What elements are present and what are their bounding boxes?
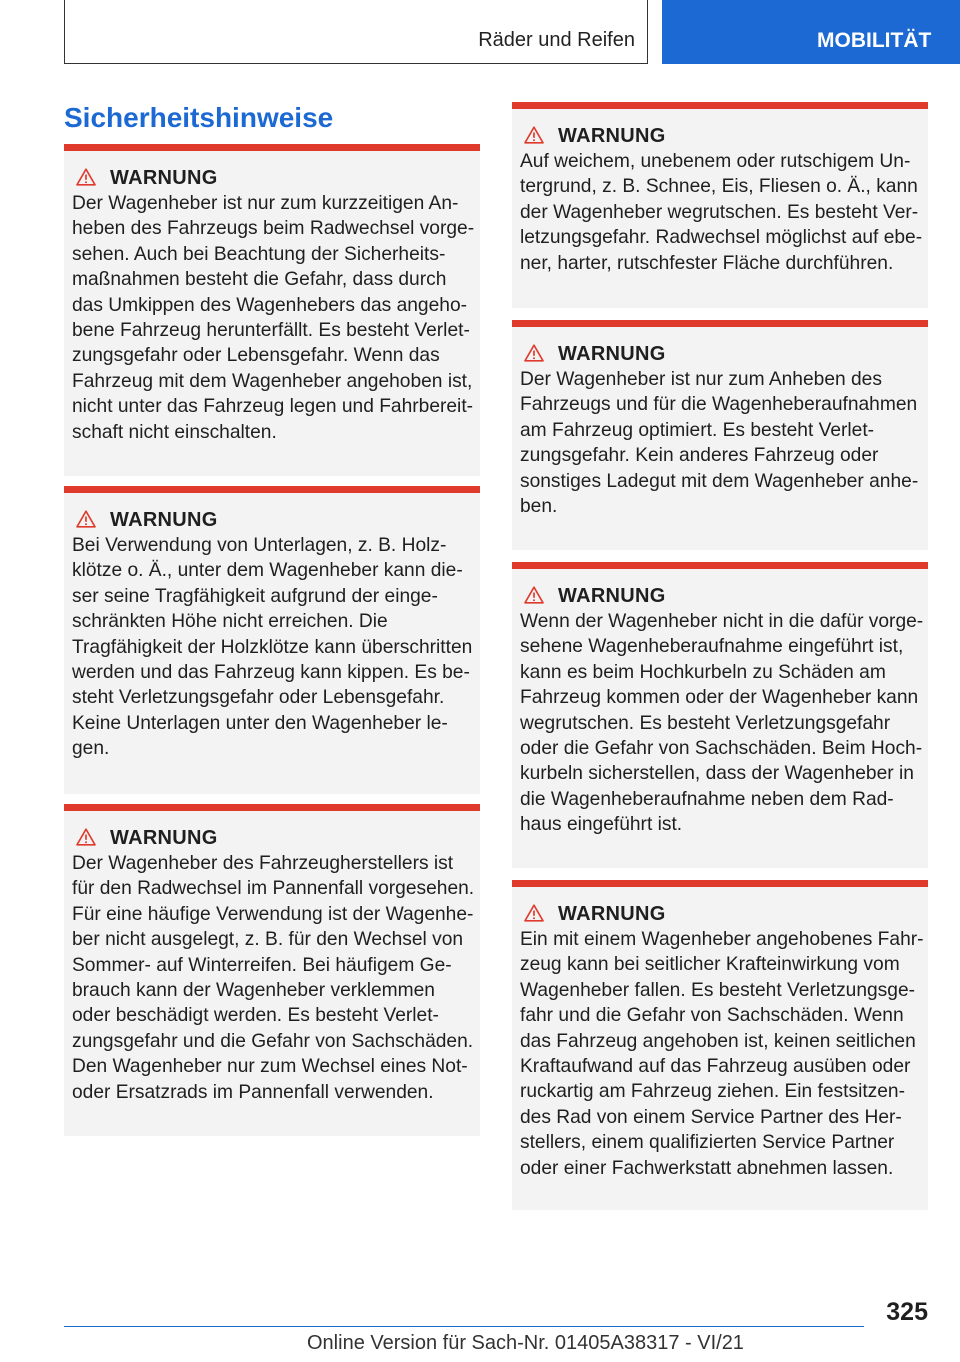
- page-title: Sicherheitshinweise: [64, 102, 334, 133]
- header-section-tab: [64, 0, 648, 64]
- warning-box: [512, 562, 928, 868]
- warning-triangle-icon: [524, 344, 544, 362]
- warning-header: [512, 109, 928, 149]
- warning-box: [64, 486, 480, 794]
- warning-box: [512, 102, 928, 308]
- warning-box: [512, 320, 928, 550]
- header-chapter-tab: MOBILITÄT: [662, 0, 960, 64]
- warning-text: Ein mit einem Wagenheber angehobenes Fahr- zeug kann bei seitlicher Krafteinwirkung vom Wagenheber fallen. Es besteht Verletzungsge- fahr und die Gefahr von Sachschäden. Wenn das Fahrzeug angehoben ist, keinen seitlichen Kraftaufwand auf das Fahrzeug ausüben oder ruckartig am Fahrzeug ziehen. Ein festsitzen- des Rad von einem Service Partner des Her- stellers, einem qualifizierten Service Partner oder einer Fachwerkstatt abnehmen lassen.: [520, 929, 924, 1179]
- warning-triangle-icon: [76, 168, 96, 186]
- warning-triangle-icon: [524, 126, 544, 144]
- warning-triangle-icon: [524, 586, 544, 604]
- page-number: 325: [886, 1298, 928, 1326]
- warning-header: [512, 887, 928, 927]
- warning-box: [64, 144, 480, 476]
- warning-label: WARNUNG: [110, 827, 218, 849]
- footer-divider: [64, 1326, 864, 1327]
- warning-header: [512, 569, 928, 609]
- warning-triangle-icon: [76, 510, 96, 528]
- warning-text: Auf weichem, unebenem oder rutschigem Un- tergrund, z. B. Schnee, Eis, Fliesen o. Ä., kann der Wagenheber wegrutschen. Es besteht Ver- letzungsgefahr. Radwechsel möglichst auf ebe- ner, harter, rutschfester Fläche durchführen.: [520, 151, 923, 274]
- warning-text: Der Wagenheber ist nur zum Anheben des Fahrzeugs und für die Wagenheberaufnahmen am Fahrzeug optimiert. Es besteht Verlet- zungsgefahr. Kein anderes Fahrzeug oder sonstiges Ladegut mit dem Wagenheber anhe- ben.: [520, 369, 919, 518]
- warning-triangle-icon: [76, 828, 96, 846]
- warning-box: [512, 880, 928, 1210]
- warning-text: Wenn der Wagenheber nicht in die dafür vorge- sehene Wagenheberaufnahme eingeführt ist, kann es beim Hochkurbeln zu Schäden am Fahrzeug kommen oder der Wagenheber kann wegrutschen. Es besteht Verletzungsgefahr oder die Gefahr von Sachschäden. Beim Hoch- kurbeln sicherstellen, dass der Wagenheber in die Wagenheberaufnahme neben dem Rad- haus eingeführt ist.: [520, 611, 924, 836]
- warning-text: Bei Verwendung von Unterlagen, z. B. Holz- klötze o. Ä., unter dem Wagenheber kann die- ser seine Tragfähigkeit aufgrund der einge- schränkten Höhe nicht erreichen. Die Tragfähigkeit der Holzklötze kann überschritten werden und das Fahrzeug kann kippen. Es be- steht Verletzungsgefahr oder Lebensgefahr. Keine Unterlagen unter den Wagenheber le- gen.: [72, 535, 473, 760]
- warning-label: WARNUNG: [558, 585, 666, 607]
- warning-label: WARNUNG: [558, 125, 666, 147]
- header-section-title: Räder und Reifen: [478, 29, 635, 51]
- warning-label: WARNUNG: [110, 167, 218, 189]
- warning-triangle-icon: [524, 904, 544, 922]
- warning-header: [64, 151, 480, 191]
- warning-box: [64, 804, 480, 1136]
- warning-text: Der Wagenheber ist nur zum kurzzeitigen An- heben des Fahrzeugs beim Radwechsel vorge- sehen. Auch bei Beachtung der Sicherheits- maßnahmen besteht die Gefahr, dass durch das Umkippen des Wagenhebers das angeho- bene Fahrzeug herunterfällt. Es besteht Verlet- zungsgefahr oder Lebensgefahr. Wenn das Fahrzeug mit dem Wagenheber angehoben ist, nicht unter das Fahrzeug legen und Fahrbereit- schaft nicht einschalten.: [72, 193, 475, 443]
- warning-header: [64, 493, 480, 533]
- warning-header: [64, 811, 480, 851]
- warning-header: [512, 327, 928, 367]
- warning-text: Der Wagenheber des Fahrzeugherstellers ist für den Radwechsel im Pannenfall vorgesehen. Für eine häufige Verwendung ist der Wagenhe- ber nicht ausgelegt, z. B. für den Wechsel von Sommer- auf Winterreifen. Bei häufigem Ge- brauch kann der Wagenheber verklemmen oder beschädigt werden. Es besteht Verlet- zungsgefahr und die Gefahr von Sachschäden. Den Wagenheber nur zum Wechsel eines Not- oder Ersatzrads im Pannenfall verwenden.: [72, 853, 475, 1103]
- warning-label: WARNUNG: [558, 343, 666, 365]
- footer-text: Online Version für Sach-Nr. 01405A38317 - VI/21: [307, 1332, 744, 1354]
- warning-label: WARNUNG: [110, 509, 218, 531]
- warning-label: WARNUNG: [558, 903, 666, 925]
